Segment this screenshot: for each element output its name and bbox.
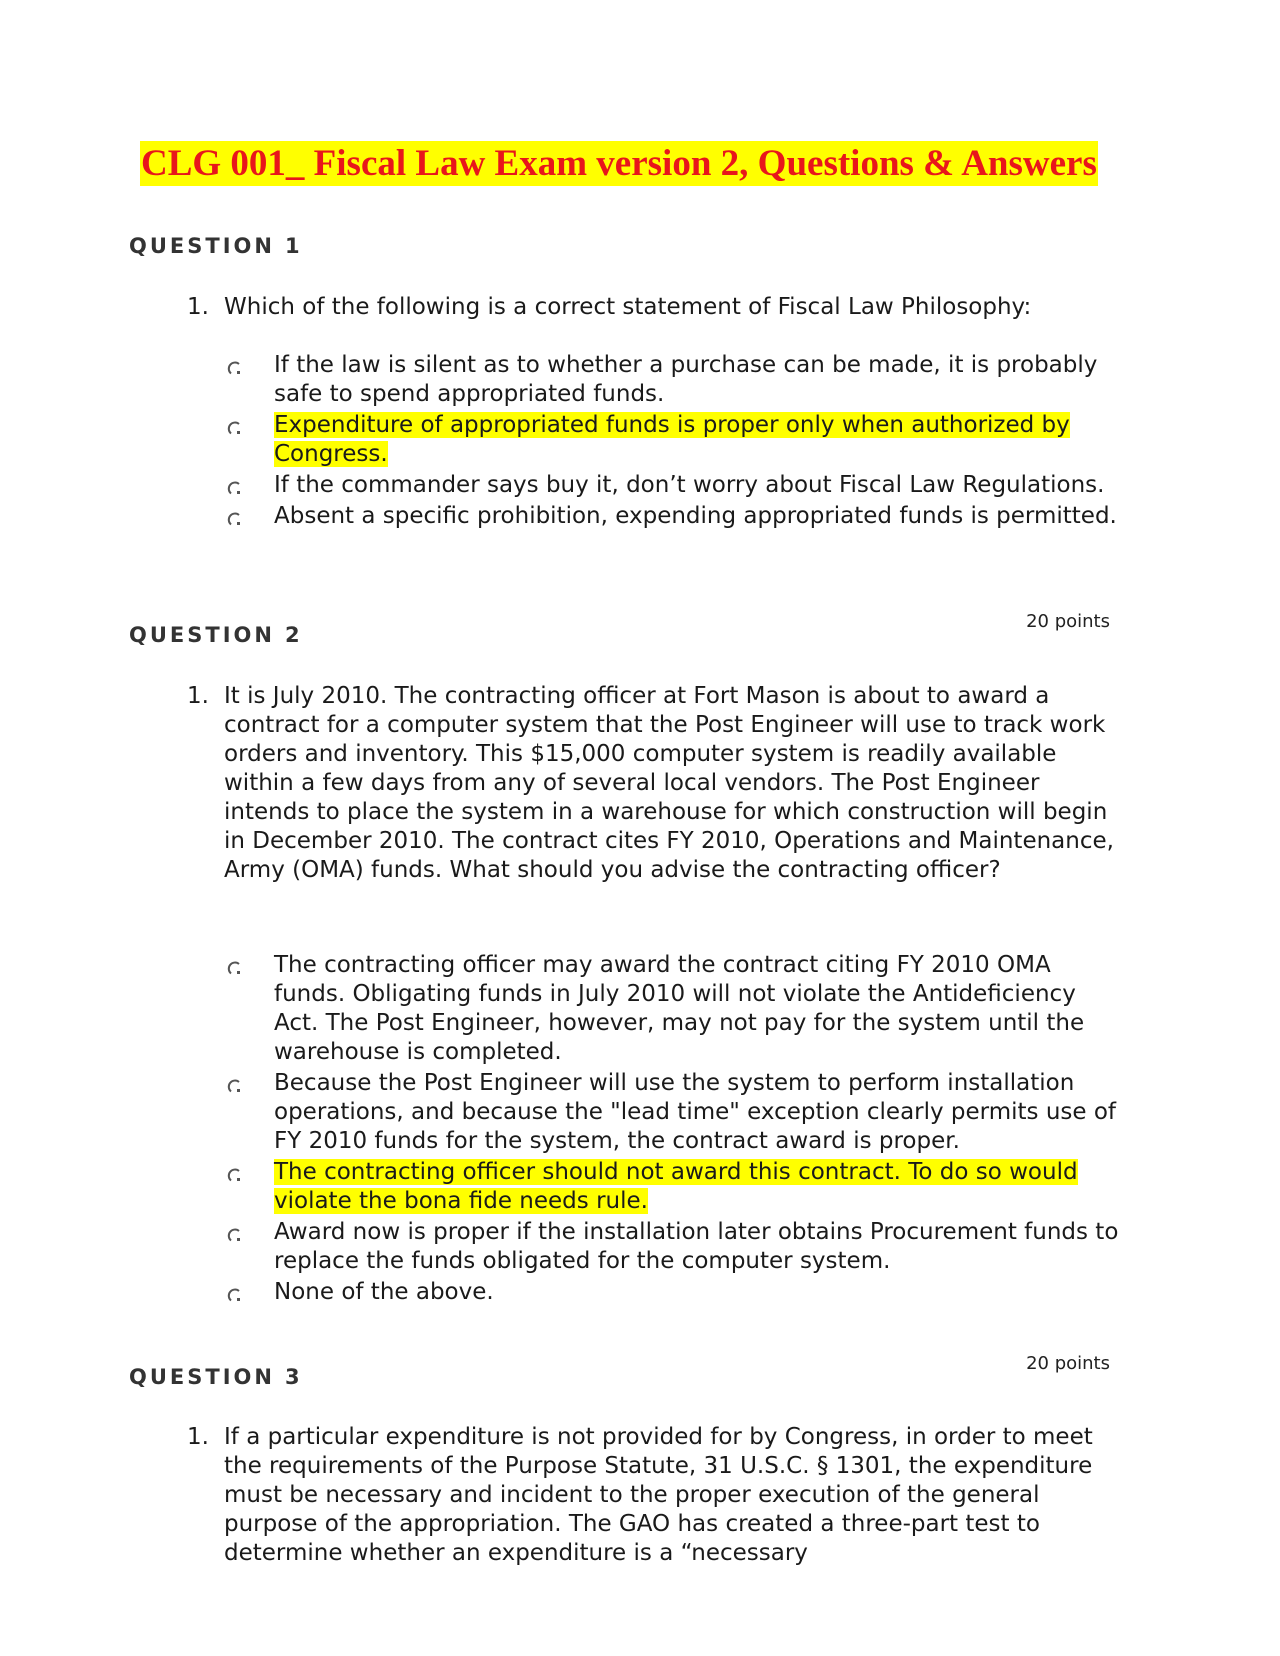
question-number: 2	[284, 623, 303, 647]
answer-option[interactable]	[225, 502, 1125, 531]
answer-option-text-highlighted: The contracting officer should not award this contract. To do so would violate the bona fide needs rule.	[274, 1159, 1078, 1214]
question-2-stem	[187, 682, 1132, 885]
document-title	[140, 140, 1098, 188]
answer-option-text: None of the above.	[274, 1279, 494, 1305]
answer-option-text: Absent a specific prohibition, expending appropriated funds is permitted.	[274, 503, 1117, 529]
answer-option-text: If the law is silent as to whether a purchase can be made, it is probably safe to spend appropriated funds.	[274, 352, 1098, 407]
stem-index: 1.	[187, 683, 209, 709]
question-2-heading	[129, 623, 303, 647]
radio-button-icon[interactable]	[227, 1168, 241, 1182]
question-heading-label: QUESTION	[129, 234, 275, 258]
radio-button-icon[interactable]	[227, 481, 241, 495]
document-title-text: CLG 001_ Fiscal Law Exam version 2, Questions & Answers	[141, 143, 1097, 184]
radio-button-icon[interactable]	[227, 1079, 241, 1093]
answer-option[interactable]	[225, 1158, 1125, 1216]
answer-option[interactable]	[225, 411, 1125, 469]
radio-button-icon[interactable]	[227, 961, 241, 975]
question-number: 3	[284, 1365, 303, 1389]
answer-option-text: Because the Post Engineer will use the system to perform installation operations, and because the "lead time" exception clearly permits use of FY 2010 funds for the system, the contract award is proper.	[274, 1070, 1117, 1154]
stem-text: Which of the following is a correct statement of Fiscal Law Philosophy:	[224, 294, 1032, 320]
answer-option[interactable]	[225, 1218, 1125, 1276]
question-1-heading	[129, 234, 303, 258]
question-2-options	[225, 951, 1125, 1309]
question-1-points: 20 points	[1026, 611, 1110, 632]
answer-option[interactable]	[225, 951, 1125, 1067]
radio-button-icon[interactable]	[227, 512, 241, 526]
answer-option-text: If the commander says buy it, don’t worry about Fiscal Law Regulations.	[274, 472, 1105, 498]
question-heading-label: QUESTION	[129, 623, 275, 647]
question-heading-label: QUESTION	[129, 1365, 275, 1389]
answer-option-text: Award now is proper if the installation later obtains Procurement funds to replace the funds obligated for the computer system.	[274, 1219, 1119, 1274]
answer-option[interactable]	[225, 351, 1125, 409]
radio-button-icon[interactable]	[227, 1288, 241, 1302]
question-1-stem	[187, 293, 1132, 322]
question-2-points: 20 points	[1026, 1353, 1110, 1374]
answer-option[interactable]	[225, 471, 1125, 500]
answer-option[interactable]	[225, 1278, 1125, 1307]
question-1-options	[225, 351, 1125, 533]
stem-text: If a particular expenditure is not provided for by Congress, in order to meet the requirements of the Purpose Statute, 31 U.S.C. § 1301, the expenditure must be necessary and incident to the proper execution of the general purpose of the appropriation. The GAO has created a three-part test to determine whether an expenditure is a “necessary	[224, 1424, 1093, 1566]
stem-text: It is July 2010. The contracting officer at Fort Mason is about to award a contract for a computer system that the Post Engineer will use to track work orders and inventory. This $15,000 computer system is readily available within a few days from any of several local vendors. The Post Engineer intends to place the system in a warehouse for which construction will begin in December 2010. The contract cites FY 2010, Operations and Maintenance, Army (OMA) funds. What should you advise the contracting officer?	[224, 683, 1114, 883]
answer-option-text: The contracting officer may award the contract citing FY 2010 OMA funds. Obligating funds in July 2010 will not violate the Antideficiency Act. The Post Engineer, however, may not pay for the system until the warehouse is completed.	[274, 952, 1085, 1065]
radio-button-icon[interactable]	[227, 361, 241, 375]
answer-option-text-highlighted: Expenditure of appropriated funds is proper only when authorized by Congress.	[274, 412, 1070, 467]
question-3-heading	[129, 1365, 303, 1389]
stem-index: 1.	[187, 294, 209, 320]
stem-index: 1.	[187, 1424, 209, 1450]
question-number: 1	[284, 234, 303, 258]
answer-option[interactable]	[225, 1069, 1125, 1156]
radio-button-icon[interactable]	[227, 1228, 241, 1242]
question-3-stem	[187, 1423, 1132, 1568]
radio-button-icon[interactable]	[227, 421, 241, 435]
